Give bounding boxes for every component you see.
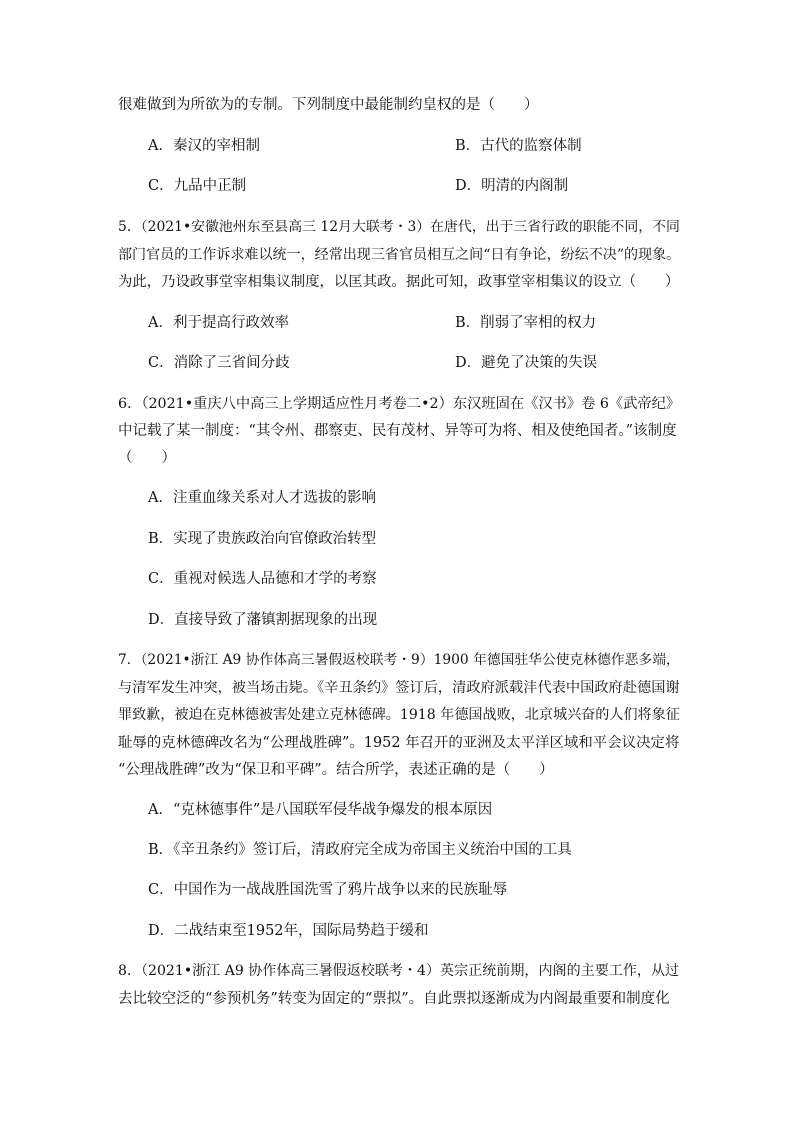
q8-stem-line-2: 去比较空泛的“参预机务”转变为固定的“票拟”。自此票拟逐渐成为内阁最重要和制度化 <box>118 991 670 1007</box>
q6-option-d: D．直接导致了藩镇割据现象的出现 <box>148 612 378 628</box>
q5-stem-line-1: 5．（2021•安徽池州东至县高三 12月大联考・3）在唐代，出于三省行政的职能不同，不同 <box>118 219 680 235</box>
q4-option-a: A．秦汉的宰相制 <box>148 138 260 154</box>
q4-option-b: B．古代的监察体制 <box>455 138 582 154</box>
q7-option-a: A．“克林德事件”是八国联军侵华战争爆发的根本原因 <box>148 802 493 818</box>
q8-stem-line-1: 8．（2021•浙江 A9 协作体高三暑假返校联考・4）英宗正统前期，内阁的主要工作，从过 <box>118 963 680 979</box>
q7-option-c: C．中国作为一战战胜国洗雪了鸦片战争以来的民族耻辱 <box>148 882 508 898</box>
q7-stem-line-2: 与清军发生冲突，被当场击毙。《辛丑条约》签订后，清政府派载沣代表中国政府赴德国谢 <box>118 680 680 696</box>
q7-stem-line-4: 耻辱的克林德碑改名为“公理战胜碑”。1952 年召开的亚洲及太平洋区域和平会议决定将 <box>118 735 680 751</box>
q7-option-d: D．二战结束至1952年，国际局势趋于缓和 <box>148 923 429 939</box>
q5-option-d: D．避免了决策的失误 <box>455 355 598 371</box>
q6-stem-line-3: （ ） <box>118 450 176 466</box>
q6-option-a: A．注重血缘关系对人才选拔的影响 <box>148 490 376 506</box>
q7-stem-line-3: 罪致歉，被迫在克林德被害处建立克林德碑。1918 年德国战败，北京城兴奋的人们将象征 <box>118 707 680 723</box>
q6-stem-line-2: 中记载了某一制度：“其令州、郡察吏、民有茂材、异等可为将、相及使绝国者。”该制度 <box>118 423 677 439</box>
q4-option-d: D．明清的内阁制 <box>455 178 569 194</box>
q5-option-b: B．削弱了宰相的权力 <box>455 315 597 331</box>
q5-option-c: C．消除了三省间分歧 <box>148 355 290 371</box>
q7-stem-line-5: “公理战胜碑”改为“保卫和平碑”。结合所学，表述正确的是（ ） <box>118 762 554 778</box>
q6-option-b: B．实现了贵族政治向官僚政治转型 <box>148 531 377 547</box>
q6-stem-line-1: 6．（2021•重庆八中高三上学期适应性月考卷二•2）东汉班固在《汉书》卷 6《武帝纪》 <box>118 396 681 412</box>
q6-option-c: C．重视对候选人品德和才学的考察 <box>148 571 377 587</box>
q4-stem-tail: 很难做到为所欲为的专制。下列制度中最能制约皇权的是（ ） <box>118 97 539 113</box>
q5-stem-line-2: 部门官员的工作诉求难以统一，经常出现三省官员相互之间“日有争论，纷纭不决”的现象。 <box>118 247 681 263</box>
q5-option-a: A．利于提高行政效率 <box>148 315 289 331</box>
q7-stem-line-1: 7．（2021•浙江 A9 协作体高三暑假返校联考・9）1900 年德国驻华公使克林德作恶多端， <box>118 652 680 668</box>
q4-option-c: C．九品中正制 <box>148 178 247 194</box>
q5-stem-line-3: 为此，乃设政事堂宰相集议制度，以匡其政。据此可知，政事堂宰相集议的设立（ ） <box>118 274 680 290</box>
q7-option-b: B．《辛丑条约》签订后，清政府完全成为帝国主义统治中国的工具 <box>148 842 572 858</box>
